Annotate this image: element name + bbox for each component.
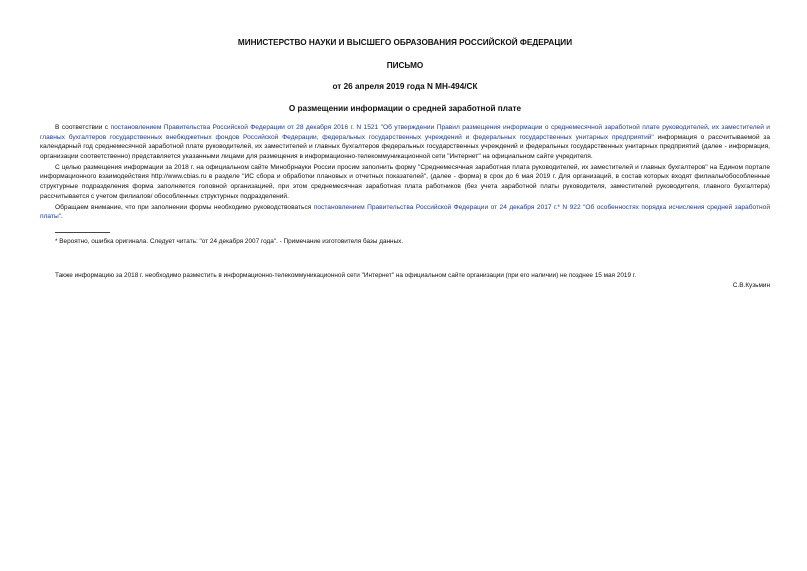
- link-resolution-1521[interactable]: постановлением Правительства Российской Федерации от 28 декабря 2016 г. N 1521 "Об утверждении Правил размещения информации о среднемесячной заработной плате руководителей, их заместителей и главных бухгалтеров государственных внебюджетных фондов Российской Федерации, федеральных государственных учреждений и федеральных государственных унитарных предприятий": [40, 124, 770, 141]
- paragraph-1-text-a: В соответствии с: [55, 124, 111, 131]
- extra-note: Также информацию за 2018 г. необходимо разместить в информационно-телекоммуникационной сети "Интернет" на официальном сайте организации (при его наличии) не позднее 15 мая 2019 г.: [55, 271, 637, 279]
- link-resolution-922[interactable]: постановлением Правительства Российской Федерации от 24 декабря 2017 г.* N 922 "Об особенностях порядка исчисления средней заработной платы": [40, 203, 771, 221]
- signature: С.В.Кузьмин: [732, 281, 770, 289]
- footnote-divider: [55, 232, 110, 233]
- document-body: [40, 123, 770, 222]
- paragraph-1-text-b: информация о рассчитываемой за календарный год среднемесячной заработной плате руководителей, их заместителей и главных бухгалтеров федеральных государственных учреждений и федеральных государственных унитарных предприятий (далее - информация, организации соответственно) представляется указанными лицами для размещения в информационно-телекоммуникационной сети "Интернет" на официальном сайте учредителя.: [40, 133, 770, 160]
- paragraph-2: С целью размещения информации за 2018 г. на официальном сайте Минобрнауки России просим заполнить форму "Среднемесячная заработная плата руководителей, их заместителей и главных бухгалтеров" на Едином портале информационного взаимодействия http://www.cbias.ru в разделе "ИС сбора и обработки плановых и отчетных показателей", (далее - форма) в срок до 6 мая 2019 г. Для организаций, в состав которых входят филиалы/обособленные структурные подразделения форма заполняется головной организацией, при этом среднемесячная заработная плата работников (без учета заработной платы руководителя, заместителей руководителя, главного бухгалтера) рассчитывается с учетом филиалов/ обособленных структурных подразделений.: [40, 163, 770, 200]
- document-subject: О размещении информации о средней заработной плате: [288, 104, 522, 113]
- paragraph-1: [40, 123, 770, 161]
- paragraph-3-text-a: Обращаем внимание, что при заполнении формы необходимо руководствоваться: [55, 203, 314, 211]
- document-type: ПИСЬМО: [386, 61, 424, 70]
- ministry-title: МИНИСТЕРСТВО НАУКИ И ВЫСШЕГО ОБРАЗОВАНИЯ РОССИЙСКОЙ ФЕДЕРАЦИИ: [237, 38, 573, 47]
- paragraph-3: [40, 203, 770, 222]
- document-page: [40, 30, 770, 289]
- document-date-number: от 26 апреля 2019 года N МН-494/СК: [332, 82, 478, 91]
- footnote: * Вероятно, ошибка оригинала. Следует читать: "от 24 декабря 2007 года". - Примечание изготовителя базы данных.: [55, 237, 404, 245]
- paragraph-3-text-b: .: [61, 213, 63, 221]
